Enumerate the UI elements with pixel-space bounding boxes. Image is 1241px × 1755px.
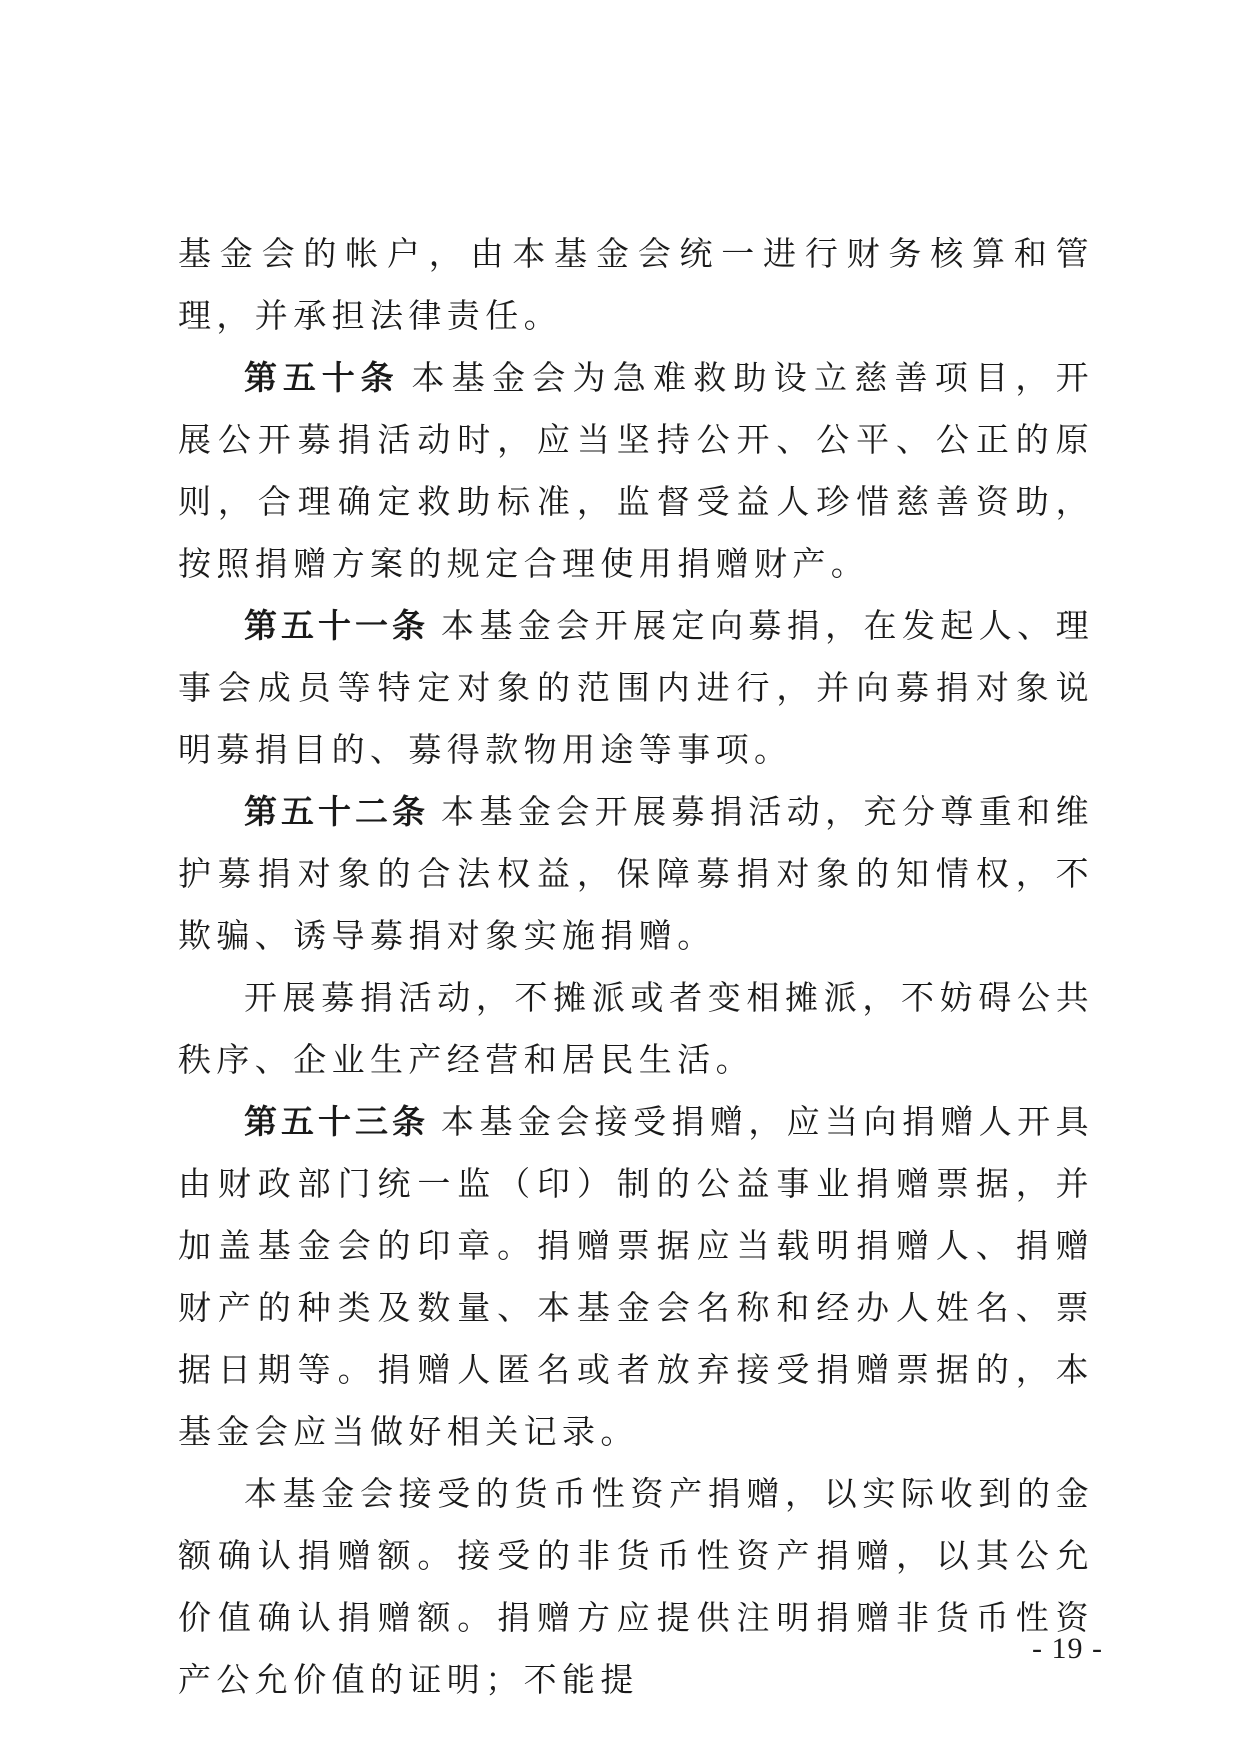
paragraph <box>178 967 1094 1091</box>
article-50 <box>178 347 1094 595</box>
article-52 <box>178 781 1094 967</box>
article-heading: 第五十一条 <box>244 606 430 645</box>
paragraph-text: 基金会的帐户，由本基金会统一进行财务核算和管理，并承担法律责任。 <box>178 234 1094 335</box>
article-51 <box>178 595 1094 781</box>
article-heading: 第五十三条 <box>244 1102 430 1141</box>
paragraph-text: 本基金会开展定向募捐，在发起人、理事会成员等特定对象的范围内进行，并向募捐对象说明募捐目的、募得款物用途等事项。 <box>178 606 1094 769</box>
paragraph-text: 本基金会接受捐赠，应当向捐赠人开具由财政部门统一监（印）制的公益事业捐赠票据，并加盖基金会的印章。捐赠票据应当载明捐赠人、捐赠财产的种类及数量、本基金会名称和经办人姓名、票据日期等。捐赠人匿名或者放弃接受捐赠票据的，本基金会应当做好相关记录。 <box>178 1102 1094 1451</box>
paragraph-text: 本基金会接受的货币性资产捐赠，以实际收到的金额确认捐赠额。接受的非货币性资产捐赠，以其公允价值确认捐赠额。捐赠方应提供注明捐赠非货币性资产公允价值的证明；不能提 <box>178 1474 1094 1699</box>
paragraph-text: 本基金会为急难救助设立慈善项目，开展公开募捐活动时，应当坚持公开、公平、公正的原则，合理确定救助标准，监督受益人珍惜慈善资助，按照捐赠方案的规定合理使用捐赠财产。 <box>178 358 1094 583</box>
paragraph-continuation <box>178 223 1094 347</box>
article-heading: 第五十条 <box>244 358 400 397</box>
paragraph-text: 开展募捐活动，不摊派或者变相摊派，不妨碍公共秩序、企业生产经营和居民生活。 <box>178 978 1094 1079</box>
article-53 <box>178 1091 1094 1463</box>
page-number: - 19 - <box>1032 1632 1103 1665</box>
paragraph-text: 本基金会开展募捐活动，充分尊重和维护募捐对象的合法权益，保障募捐对象的知情权，不欺骗、诱导募捐对象实施捐赠。 <box>178 792 1094 955</box>
body-text <box>178 223 1094 1711</box>
paragraph <box>178 1463 1094 1711</box>
article-heading: 第五十二条 <box>244 792 430 831</box>
